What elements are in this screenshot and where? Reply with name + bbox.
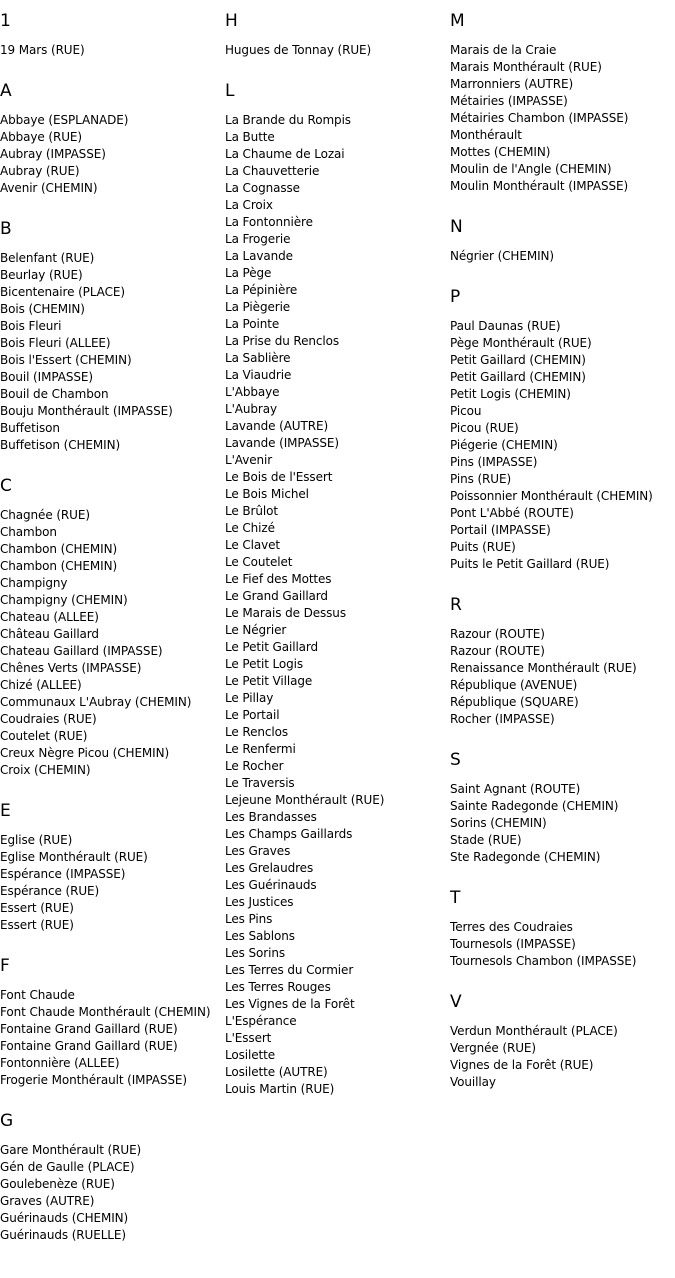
street-name: Coutelet (RUE) (0, 729, 88, 743)
street-name: Le Portail (225, 708, 280, 722)
street-name: Buffetison (CHEMIN) (0, 438, 121, 452)
street-name: Eglise Monthérault (RUE) (0, 850, 148, 864)
section-letter-heading: H (225, 11, 238, 31)
street-name: L'Abbaye (225, 385, 280, 399)
street-name: Beurlay (RUE) (0, 268, 83, 282)
street-name: Razour (ROUTE) (450, 644, 545, 658)
street-list (0, 987, 225, 1089)
street-name: Bois (CHEMIN) (0, 302, 85, 316)
letter-group (450, 749, 675, 866)
letter-group (0, 475, 225, 779)
street-name: Métairies Chambon (IMPASSE) (450, 111, 629, 125)
street-name: Aubray (IMPASSE) (0, 147, 106, 161)
street-name: Verdun Monthérault (PLACE) (450, 1024, 618, 1038)
street-name: La Piègerie (225, 300, 291, 314)
street-name: Chagnée (RUE) (0, 508, 90, 522)
street-list (225, 42, 450, 59)
street-name: Puits (RUE) (450, 540, 516, 554)
street-name: Mottes (CHEMIN) (450, 145, 551, 159)
street-name: Font Chaude Monthérault (CHEMIN) (0, 1005, 211, 1019)
street-list (450, 626, 675, 728)
street-name: Petit Gaillard (CHEMIN) (450, 370, 586, 384)
street-name: République (SQUARE) (450, 695, 579, 709)
street-name: Le Marais de Dessus (225, 606, 346, 620)
street-name: Font Chaude (0, 988, 75, 1002)
section-letter-heading: N (450, 217, 463, 237)
street-list (0, 250, 225, 454)
street-list (0, 42, 225, 59)
street-name: Petit Gaillard (CHEMIN) (450, 353, 586, 367)
street-name: Le Renfermi (225, 742, 296, 756)
street-name: Chambon (CHEMIN) (0, 559, 118, 573)
street-name: Gare Monthérault (RUE) (0, 1143, 142, 1157)
street-name: Eglise (RUE) (0, 833, 73, 847)
street-name: La Cognasse (225, 181, 300, 195)
street-list (0, 1142, 225, 1244)
street-name: Terres des Coudraies (450, 920, 573, 934)
letter-group (0, 10, 225, 59)
street-name: Vergnée (RUE) (450, 1041, 536, 1055)
street-name: Fontaine Grand Gaillard (RUE) (0, 1022, 178, 1036)
street-name: Le Petit Village (225, 674, 313, 688)
street-name: Guérinauds (CHEMIN) (0, 1211, 129, 1225)
street-name: Les Sablons (225, 929, 295, 943)
street-name: Lavande (IMPASSE) (225, 436, 339, 450)
index-column-1 (0, 10, 225, 1244)
street-list (450, 248, 675, 265)
street-name: La Pépinière (225, 283, 298, 297)
street-name: Paul Daunas (RUE) (450, 319, 561, 333)
letter-group (0, 955, 225, 1089)
street-name: Les Graves (225, 844, 291, 858)
street-name: Abbaye (ESPLANADE) (0, 113, 129, 127)
street-name: La Viaudrie (225, 368, 292, 382)
street-list (0, 832, 225, 934)
section-letter-heading: P (450, 287, 461, 307)
section-letter-heading: F (0, 956, 10, 976)
street-name: Stade (RUE) (450, 833, 522, 847)
street-name: Pins (IMPASSE) (450, 455, 538, 469)
section-letter-heading: V (450, 992, 462, 1012)
street-name: Petit Logis (CHEMIN) (450, 387, 571, 401)
street-name: Chambon (0, 525, 57, 539)
street-name: Chênes Verts (IMPASSE) (0, 661, 142, 675)
street-name: Le Grand Gaillard (225, 589, 328, 603)
section-letter-heading: B (0, 219, 12, 239)
street-name: Le Clavet (225, 538, 281, 552)
letter-group (450, 991, 675, 1091)
section-letter-heading: L (225, 81, 235, 101)
street-name: Marronniers (AUTRE) (450, 77, 574, 91)
street-name: Coudraies (RUE) (0, 712, 97, 726)
street-name: Marais Monthérault (RUE) (450, 60, 602, 74)
street-name: Poissonnier Monthérault (CHEMIN) (450, 489, 653, 503)
section-letter-heading: A (0, 81, 12, 101)
street-name: Espérance (RUE) (0, 884, 100, 898)
section-letter-heading: R (450, 595, 462, 615)
street-list (450, 781, 675, 866)
street-list (450, 318, 675, 573)
street-name: Belenfant (RUE) (0, 251, 95, 265)
street-name: Le Pillay (225, 691, 274, 705)
street-name: L'Aubray (225, 402, 278, 416)
street-name: Le Brûlot (225, 504, 278, 518)
street-name: 19 Mars (RUE) (0, 43, 85, 57)
street-name: Les Brandasses (225, 810, 317, 824)
street-name: La Frogerie (225, 232, 291, 246)
street-name: La Prise du Renclos (225, 334, 340, 348)
letter-group (0, 218, 225, 454)
street-name: Essert (RUE) (0, 918, 74, 932)
street-name: Bouju Monthérault (IMPASSE) (0, 404, 173, 418)
street-name: Marais de la Craie (450, 43, 557, 57)
street-name: Espérance (IMPASSE) (0, 867, 126, 881)
street-name: Picou (450, 404, 482, 418)
street-name: Moulin de l'Angle (CHEMIN) (450, 162, 612, 176)
street-name: La Fontonnière (225, 215, 313, 229)
street-list (450, 919, 675, 970)
street-name: Les Grelaudres (225, 861, 314, 875)
letter-group (450, 887, 675, 970)
street-name: Le Chizé (225, 521, 275, 535)
letter-group (450, 216, 675, 265)
letter-group (0, 1110, 225, 1244)
street-name: Bicentenaire (PLACE) (0, 285, 125, 299)
street-name: La Sablière (225, 351, 291, 365)
street-name: Les Guérinauds (225, 878, 317, 892)
street-name: Buffetison (0, 421, 60, 435)
street-name: Bois l'Essert (CHEMIN) (0, 353, 132, 367)
street-name: Piégerie (CHEMIN) (450, 438, 558, 452)
street-name: Avenir (CHEMIN) (0, 181, 98, 195)
street-name: Louis Martin (RUE) (225, 1082, 335, 1096)
street-name: Le Négrier (225, 623, 287, 637)
street-name: La Croix (225, 198, 273, 212)
index-column-2 (225, 10, 450, 1098)
street-name: Château Gaillard (0, 627, 99, 641)
street-name: Champigny (CHEMIN) (0, 593, 128, 607)
street-name: L'Espérance (225, 1014, 297, 1028)
street-name: Fontonnière (ALLEE) (0, 1056, 120, 1070)
street-name: Abbaye (RUE) (0, 130, 82, 144)
street-name: Graves (AUTRE) (0, 1194, 95, 1208)
street-name: Monthérault (450, 128, 522, 142)
street-name: Gén de Gaulle (PLACE) (0, 1160, 135, 1174)
street-name: Les Champs Gaillards (225, 827, 353, 841)
street-name: Losilette (225, 1048, 276, 1062)
street-name: Tournesols (IMPASSE) (450, 937, 576, 951)
street-name: Portail (IMPASSE) (450, 523, 551, 537)
street-name: Ste Radegonde (CHEMIN) (450, 850, 601, 864)
section-letter-heading: S (450, 750, 461, 770)
street-list (0, 507, 225, 779)
street-name: La Brande du Rompis (225, 113, 351, 127)
street-name: Le Coutelet (225, 555, 293, 569)
street-name: Goulebenèze (RUE) (0, 1177, 115, 1191)
street-name: La Lavande (225, 249, 293, 263)
street-name: Le Petit Gaillard (225, 640, 319, 654)
street-name: Bois Fleuri (ALLEE) (0, 336, 111, 350)
street-name: Les Sorins (225, 946, 286, 960)
street-name: Les Terres Rouges (225, 980, 331, 994)
street-list (0, 112, 225, 197)
street-name: Razour (ROUTE) (450, 627, 545, 641)
street-name: Tournesols Chambon (IMPASSE) (450, 954, 637, 968)
section-letter-heading: C (0, 476, 12, 496)
street-name: Le Petit Logis (225, 657, 304, 671)
street-name: La Pège (225, 266, 272, 280)
street-name: Saint Agnant (ROUTE) (450, 782, 581, 796)
street-name: Champigny (0, 576, 68, 590)
street-name: Sorins (CHEMIN) (450, 816, 547, 830)
street-name: La Pointe (225, 317, 280, 331)
street-name: Pont L'Abbé (ROUTE) (450, 506, 574, 520)
street-name: Bouil (IMPASSE) (0, 370, 93, 384)
street-name: Les Vignes de la Forêt (225, 997, 355, 1011)
street-name: Chateau (ALLEE) (0, 610, 99, 624)
section-letter-heading: T (450, 888, 461, 908)
street-name: Creux Nègre Picou (CHEMIN) (0, 746, 170, 760)
street-name: Bois Fleuri (0, 319, 62, 333)
street-name: Sainte Radegonde (CHEMIN) (450, 799, 619, 813)
index-column-3 (450, 10, 675, 1091)
street-name: Vouillay (450, 1075, 496, 1089)
street-name: Pins (RUE) (450, 472, 512, 486)
street-name: Rocher (IMPASSE) (450, 712, 555, 726)
section-letter-heading: 1 (0, 11, 11, 31)
street-name: Bouil de Chambon (0, 387, 109, 401)
street-name: Aubray (RUE) (0, 164, 80, 178)
street-name: Les Terres du Cormier (225, 963, 354, 977)
street-name: La Chauvetterie (225, 164, 320, 178)
street-name: Le Fief des Mottes (225, 572, 332, 586)
section-letter-heading: E (0, 801, 11, 821)
street-name: Pège Monthérault (RUE) (450, 336, 592, 350)
street-name: Losilette (AUTRE) (225, 1065, 328, 1079)
street-name: Les Pins (225, 912, 273, 926)
street-name: Chambon (CHEMIN) (0, 542, 118, 556)
street-name: La Butte (225, 130, 275, 144)
street-list (225, 112, 450, 1098)
street-name: Lejeune Monthérault (RUE) (225, 793, 385, 807)
street-list (450, 1023, 675, 1091)
street-name: Chizé (ALLEE) (0, 678, 82, 692)
street-name: Guérinauds (RUELLE) (0, 1228, 126, 1242)
street-name: Picou (RUE) (450, 421, 519, 435)
street-name: Communaux L'Aubray (CHEMIN) (0, 695, 192, 709)
section-letter-heading: G (0, 1111, 14, 1131)
street-name: Les Justices (225, 895, 294, 909)
street-name: Lavande (AUTRE) (225, 419, 329, 433)
street-name: L'Essert (225, 1031, 272, 1045)
letter-group (450, 594, 675, 728)
street-name: Renaissance Monthérault (RUE) (450, 661, 637, 675)
street-name: Puits le Petit Gaillard (RUE) (450, 557, 610, 571)
street-list (450, 42, 675, 195)
letter-group (0, 800, 225, 934)
street-name: Métairies (IMPASSE) (450, 94, 568, 108)
street-name: Le Renclos (225, 725, 288, 739)
street-name: République (AVENUE) (450, 678, 578, 692)
section-letter-heading: M (450, 11, 465, 31)
street-name: Le Bois Michel (225, 487, 309, 501)
street-name: Chateau Gaillard (IMPASSE) (0, 644, 163, 658)
street-name: Le Rocher (225, 759, 284, 773)
street-name: Frogerie Monthérault (IMPASSE) (0, 1073, 187, 1087)
street-name: Le Traversis (225, 776, 295, 790)
street-name: Vignes de la Forêt (RUE) (450, 1058, 594, 1072)
street-name: Croix (CHEMIN) (0, 763, 91, 777)
street-name: La Chaume de Lozai (225, 147, 345, 161)
letter-group (225, 80, 450, 1098)
street-name: Le Bois de l'Essert (225, 470, 333, 484)
letter-group (225, 10, 450, 59)
street-name: Essert (RUE) (0, 901, 74, 915)
street-name: Négrier (CHEMIN) (450, 249, 554, 263)
letter-group (0, 80, 225, 197)
street-name: Hugues de Tonnay (RUE) (225, 43, 372, 57)
street-name: Moulin Monthérault (IMPASSE) (450, 179, 629, 193)
letter-group (450, 286, 675, 573)
street-name: L'Avenir (225, 453, 273, 467)
street-name: Fontaine Grand Gaillard (RUE) (0, 1039, 178, 1053)
letter-group (450, 10, 675, 195)
